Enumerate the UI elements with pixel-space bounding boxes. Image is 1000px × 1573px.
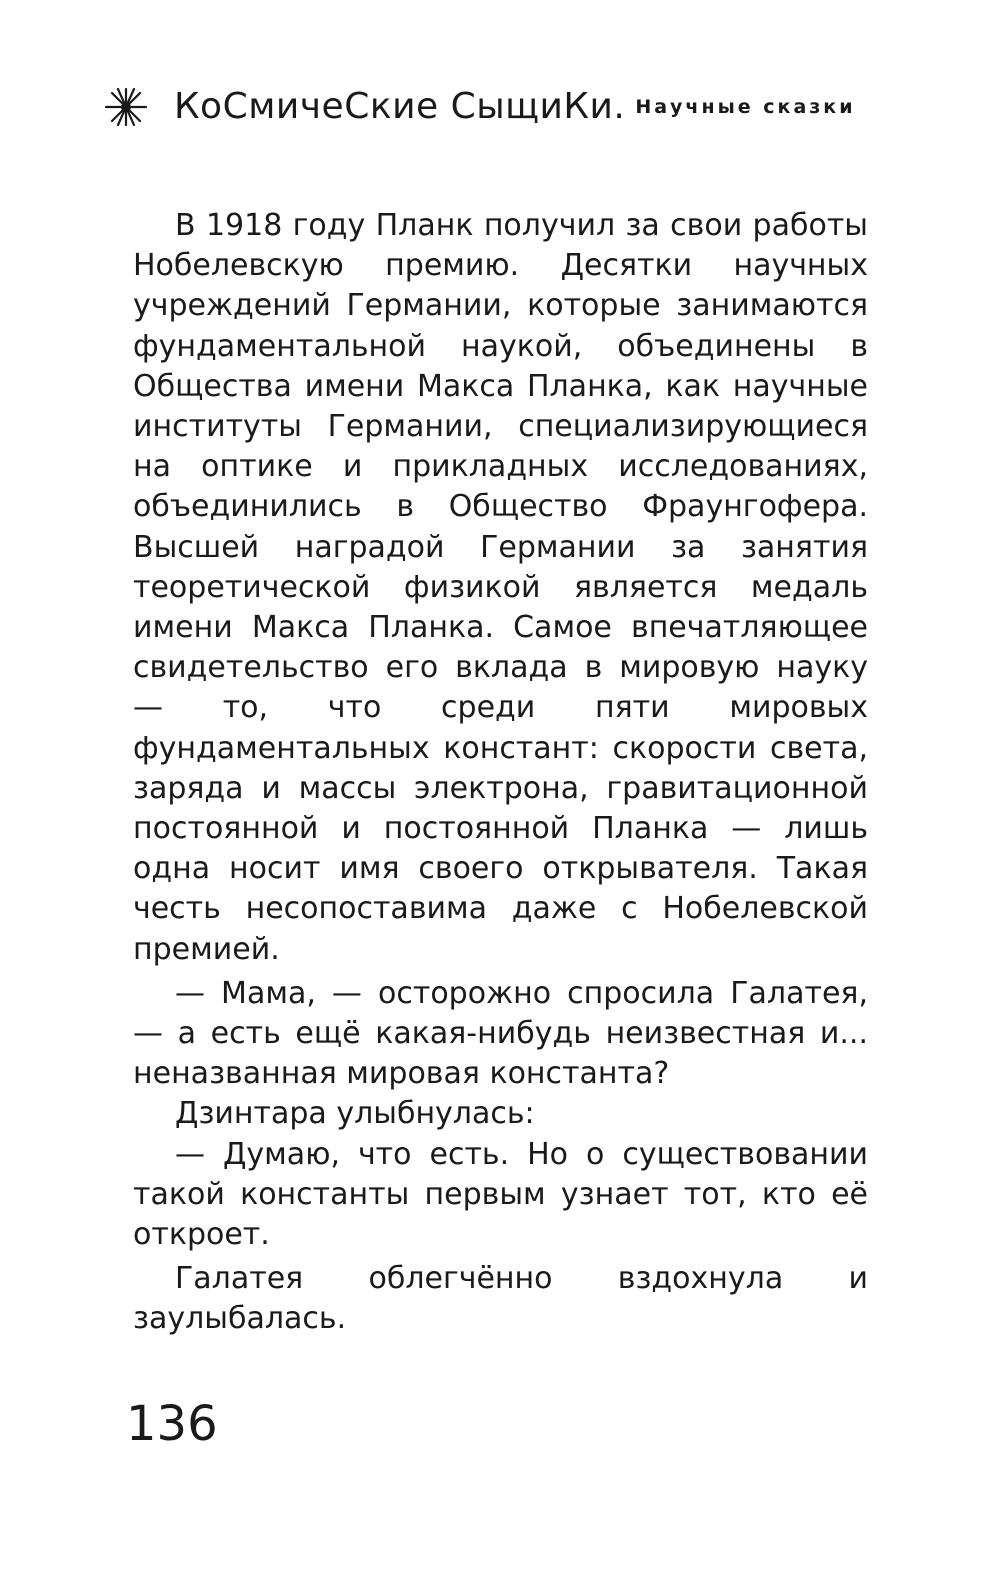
paragraph: Дзинтара улыбнулась:	[175, 1096, 535, 1132]
series-title: КоСмичеСкие СыщиКи.	[174, 86, 626, 127]
body-text	[133, 206, 868, 1340]
paragraph: В 1918 году Планк получил за свои работы Нобелевскую премию. Десятки научных учреждений Германии, которые занимаются фундаментальной наукой, объединены в Общества имени Макса Планка, как научные институты Германии, специализирующиеся на оптике и прикладных исследованиях, объединились в Общество Фраунгофера. Высшей наградой Германии за занятия теоретической физикой является медаль имени Макса Планка. Самое впечатляющее свидетельство его вклада в мировую науку — то, что среди пяти мировых фундаментальных констант: скорости света, заряда и массы электрона, гравитационной постоянной и постоянной Планка — лишь одна носит имя своего открывателя. Такая честь несопоставима даже с Нобелевской премией.	[133, 208, 868, 967]
star-icon	[100, 85, 152, 129]
page-number: 136	[126, 1396, 218, 1452]
running-head	[100, 82, 900, 132]
paragraph: Галатея облегчённо вздохнула и заулыбалась.	[133, 1261, 868, 1337]
paragraph: — Мама, — осторожно спросила Галатея, — а есть ещё какая-нибудь неизвестная и... неназванная мировая константа?	[133, 975, 868, 1092]
subtitle: Научные сказки	[635, 95, 856, 118]
paragraph: — Думаю, что есть. Но о существовании такой константы первым узнает тот, кто её откроет.	[133, 1136, 868, 1253]
